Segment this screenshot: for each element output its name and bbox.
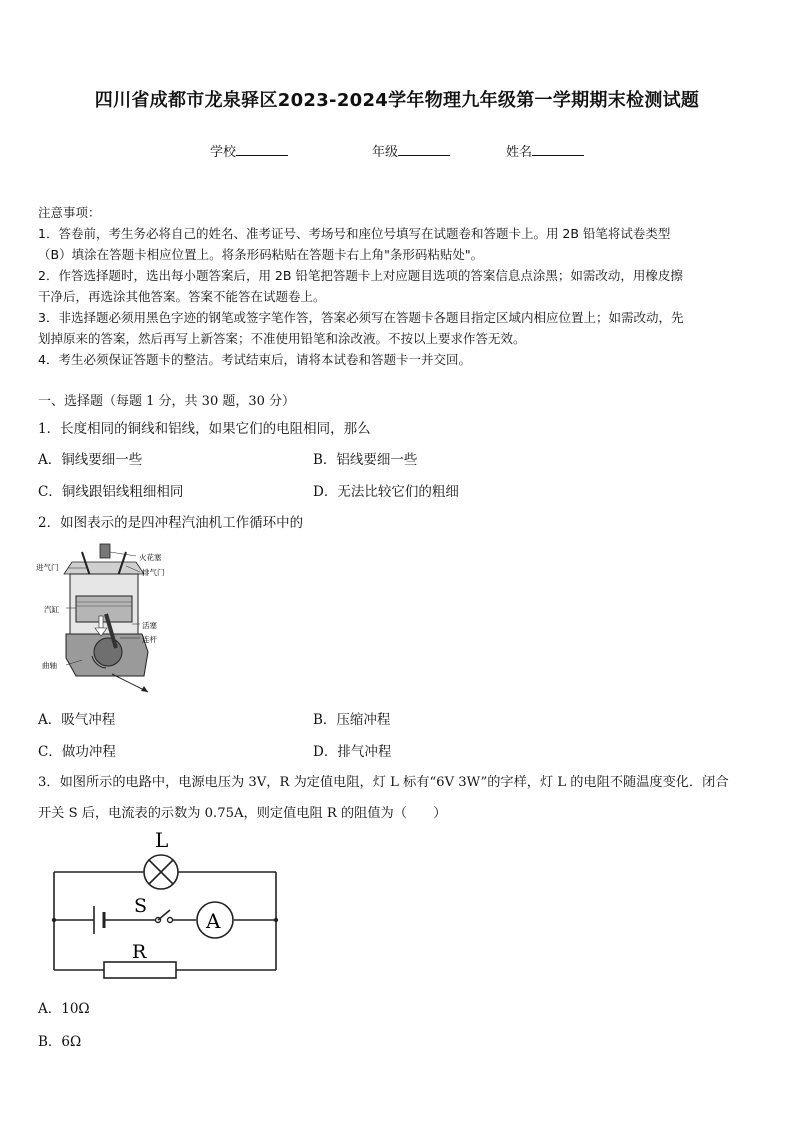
school-label: 学校 xyxy=(210,145,237,160)
label-cylinder: 汽缸 xyxy=(44,605,59,614)
name-label: 姓名 xyxy=(506,145,533,160)
engine-diagram xyxy=(36,540,186,700)
grade-blank xyxy=(398,143,450,156)
label-crank: 曲轴 xyxy=(42,661,57,670)
question-2-option-c: C．做功冲程 xyxy=(38,744,116,760)
question-2-option-b: B．压缩冲程 xyxy=(313,712,391,728)
question-3-stem-line-1: 3．如图所示的电路中，电源电压为 3V，R 为定值电阻，灯 L 标有“6V 3W”的字样，灯 L 的电阻不随温度变化．闭合 xyxy=(38,775,729,790)
notice-line: 2．作答选择题时，选出每小题答案后，用 2B 铅笔把答题卡上对应题目选项的答案信息点涂黑；如需改动，用橡皮擦 xyxy=(38,268,683,283)
question-3-stem-line-2: 开关 S 后，电流表的示数为 0.75A，则定值电阻 R 的阻值为（ ） xyxy=(38,806,447,821)
name-blank xyxy=(532,143,584,156)
school-blank xyxy=(236,143,288,156)
question-1-option-a: A．铜线要细一些 xyxy=(38,452,143,468)
question-3-option-b: B．6Ω xyxy=(38,1034,82,1050)
notice-line: 干净后，再选涂其他答案。答案不能答在试题卷上。 xyxy=(38,289,326,304)
question-1-stem: 1．长度相同的铜线和铝线，如果它们的电阻相同，那么 xyxy=(38,421,371,437)
question-2-stem: 2．如图表示的是四冲程汽油机工作循环中的 xyxy=(38,515,304,531)
resistor-label: R xyxy=(132,941,147,963)
ammeter-label: A xyxy=(206,909,221,933)
label-spark: 火花塞 xyxy=(139,553,162,562)
label-intake: 进气门 xyxy=(36,563,59,572)
lamp-label: L xyxy=(155,832,169,852)
school-field xyxy=(210,141,288,160)
label-rod: 连杆 xyxy=(142,635,157,644)
section-heading: 一、选择题（每题 1 分，共 30 题，30 分） xyxy=(38,394,296,409)
grade-label: 年级 xyxy=(372,145,399,160)
switch-label: S xyxy=(134,895,148,917)
notice-line: 3．非选择题必须用黑色字迹的钢笔或签字笔作答，答案必须写在答题卡各题目指定区域内相应位置上；如需改动，先 xyxy=(38,310,684,325)
resistor-symbol xyxy=(104,962,176,978)
question-2-option-a: A．吸气冲程 xyxy=(38,712,116,728)
crank-wheel-shape xyxy=(94,638,122,666)
spark-plug-shape xyxy=(100,544,110,558)
question-2-option-d: D．排气冲程 xyxy=(313,744,392,760)
question-1-option-c: C．铜线跟铝线粗细相同 xyxy=(38,484,184,500)
label-piston: 活塞 xyxy=(142,621,157,630)
notice-line: （B）填涂在答题卡相应位置上。将条形码粘贴在答题卡右上角"条形码粘贴处"。 xyxy=(38,247,484,262)
notice-line: 1．答卷前，考生务必将自己的姓名、准考证号、考场号和座位号填写在试题卷和答题卡上。用 2B 铅笔将试卷类型 xyxy=(38,226,671,241)
piston-shape xyxy=(76,596,132,622)
grade-field xyxy=(372,141,450,160)
notice-heading: 注意事项： xyxy=(38,205,101,220)
circuit-diagram xyxy=(46,832,286,982)
name-field xyxy=(506,141,584,160)
question-1-option-b: B．铝线要细一些 xyxy=(313,452,418,468)
question-3-option-a: A．10Ω xyxy=(38,1001,90,1017)
page-title: 四川省成都市龙泉驿区2023-2024学年物理九年级第一学期期末检测试题 xyxy=(94,90,700,111)
label-exhaust: 排气门 xyxy=(142,568,165,577)
notice-line: 4．考生必须保证答题卡的整洁。考试结束后，请将本试卷和答题卡一并交回。 xyxy=(38,352,471,367)
notice-line: 划掉原来的答案，然后再写上新答案；不准使用铅笔和涂改液。不按以上要求作答无效。 xyxy=(38,331,526,346)
question-1-option-d: D．无法比较它们的粗细 xyxy=(313,484,459,500)
